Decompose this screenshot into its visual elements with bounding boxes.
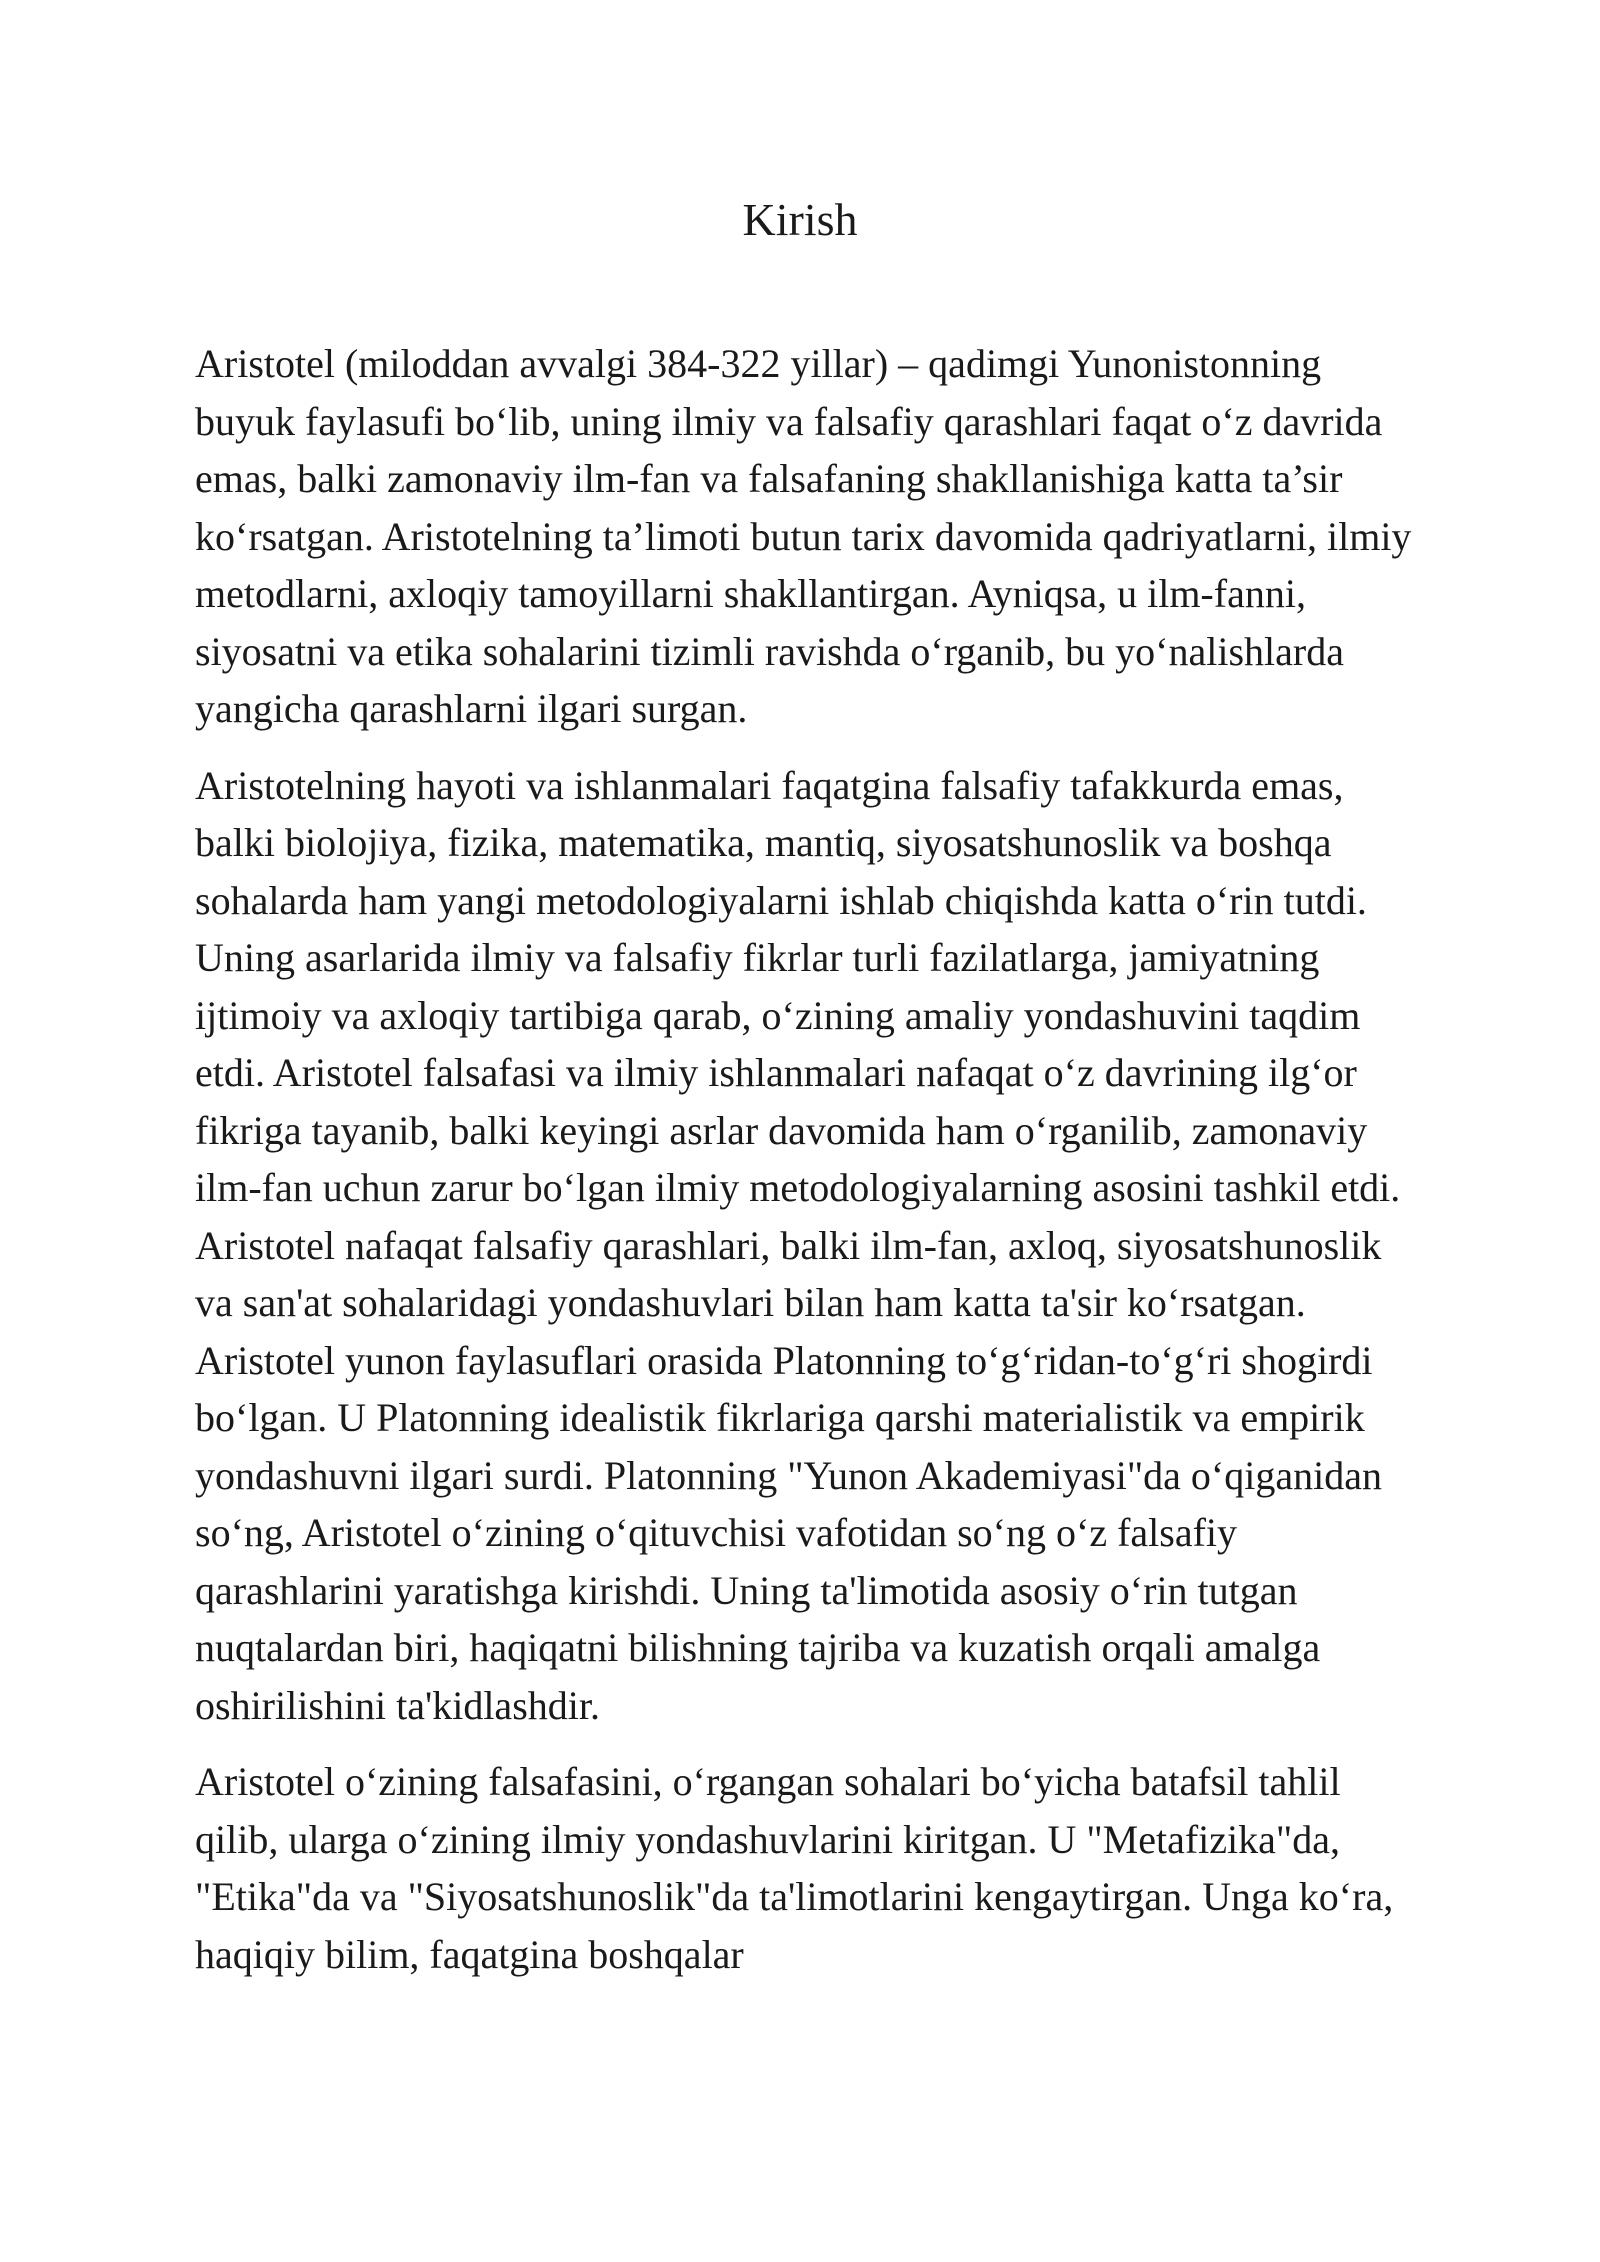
paragraph-2: Aristotelning hayoti va ishlanmalari faqatgina falsafiy tafakkurda emas, balki biolojiya, fizika, matematika, mantiq, siyosatshunoslik va boshqa sohalarda ham yangi metodologiyalarni ishlab chiqishda katta oʻrin tutdi. Uning asarlarida ilmiy va falsafiy fikrlar turli fazilatlarga, jamiyatning ijtimoiy va axloqiy tartibiga qarab, oʻzining amaliy yondashuvini taqdim etdi. Aristotel falsafasi va ilmiy ishlanmalari nafaqat oʻz davrining ilgʻor fikriga tayanib, balki keyingi asrlar davomida ham oʻrganilib, zamonaviy ilm-fan uchun zarur boʻlgan ilmiy metodologiyalarning asosini tashkil etdi. Aristotel nafaqat falsafiy qarashlari, balki ilm-fan, axloq, siyosatshunoslik va san'at sohalaridagi yondashuvlari bilan ham katta ta'sir koʻrsatgan. Aristotel yunon faylasuflari orasida Platonning toʻgʻridan-toʻgʻri shogirdi boʻlgan. U Platonning idealistik fikrlariga qarshi materialistik va empirik yondashuvni ilgari surdi. Platonning "Yunon Akademiyasi"da oʻqiganidan soʻng, Aristotel oʻzining oʻqituvchisi vafotidan soʻng oʻz falsafiy qarashlarini yaratishga kirishdi. Uning ta'limotida asosiy oʻrin tutgan nuqtalardan biri, haqiqatni bilishning tajriba va kuzatish orqali amalga oshirilishini ta'kidlashdir.: [195, 762, 1401, 1728]
page-title: Kirish: [742, 194, 858, 245]
paragraph-3: Aristotel oʻzining falsafasini, oʻrgangan sohalari boʻyicha batafsil tahlil qilib, ularga oʻzining ilmiy yondashuvlarini kiritgan. U "Metafizika"da, "Etika"da va "Siyosatshunoslik"da ta'limotlarini kengaytirgan. Unga koʻra, haqiqiy bilim, faqatgina boshqalar: [195, 1759, 1394, 1977]
paragraph-1: Aristotel (miloddan avvalgi 384-322 yillar) – qadimgi Yunonistonning buyuk faylasufi boʻlib, uning ilmiy va falsafiy qarashlari faqat oʻz davrida emas, balki zamonaviy ilm-fan va falsafaning shakllanishiga katta ta’sir koʻrsatgan. Aristotelning ta’limoti butun tarix davomida qadriyatlarni, ilmiy metodlarni, axloqiy tamoyillarni shakllantirgan. Ayniqsa, u ilm-fanni, siyosatni va etika sohalarini tizimli ravishda oʻrganib, bu yoʻnalishlarda yangicha qarashlarni ilgari surgan.: [195, 341, 1412, 731]
body-text: [195, 335, 1415, 2002]
